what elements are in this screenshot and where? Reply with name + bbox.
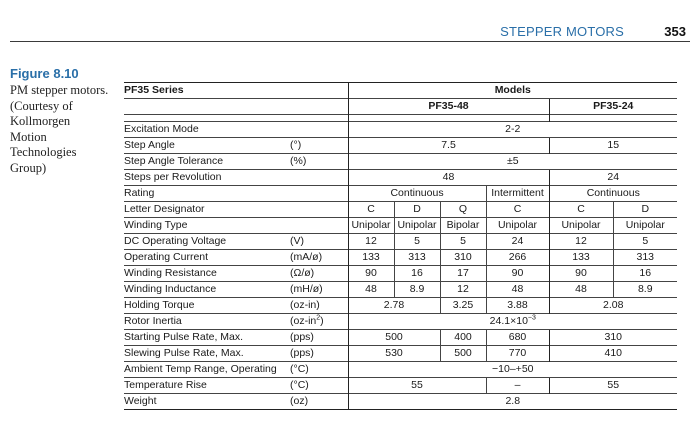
table-row <box>124 298 677 314</box>
table-cell: Bipolar <box>440 218 486 234</box>
row-label: Steps per Revolution <box>124 170 290 186</box>
row-label: DC Operating Voltage <box>124 234 290 250</box>
models-label: Models <box>348 83 677 99</box>
table-cell: Q <box>440 202 486 218</box>
row-unit: (%) <box>290 154 348 170</box>
table-head-row <box>124 83 677 99</box>
table-cell: 17 <box>440 266 486 282</box>
model-b-label: PF35-24 <box>549 99 677 115</box>
figure-label: Figure 8.10 <box>10 66 79 81</box>
table-cell: 55 <box>549 378 677 394</box>
table-row <box>124 138 677 154</box>
row-unit <box>290 122 348 138</box>
table-cell: 5 <box>613 234 677 250</box>
row-unit: (oz-in) <box>290 298 348 314</box>
row-unit: (V) <box>290 234 348 250</box>
row-unit: $(oz-in^2)$ <box>290 314 348 330</box>
row-label: Rating <box>124 186 290 202</box>
table-cell: Unipolar <box>486 218 549 234</box>
table-cell: 55 <box>348 378 486 394</box>
caption-text: PM stepper motors. (Courtesy of Kollmorgen Motion Technologies Group) <box>10 83 109 175</box>
row-label: Operating Current <box>124 250 290 266</box>
row-unit: (pps) <box>290 346 348 362</box>
table-cell: 8.9 <box>394 282 440 298</box>
table-cell: 48 <box>348 170 549 186</box>
table-cell: 770 <box>486 346 549 362</box>
row-label: Winding Inductance <box>124 282 290 298</box>
table-cell: 310 <box>440 250 486 266</box>
table-row <box>124 202 677 218</box>
table-row <box>124 330 677 346</box>
row-unit: (°) <box>290 138 348 154</box>
table-cell: 266 <box>486 250 549 266</box>
table-cell: ±5 <box>348 154 677 170</box>
table-cell: 12 <box>549 234 613 250</box>
row-label: Letter Designator <box>124 202 290 218</box>
table-cell: 12 <box>348 234 394 250</box>
row-unit: (mA/ø) <box>290 250 348 266</box>
table-row <box>124 234 677 250</box>
table-cell: 400 <box>440 330 486 346</box>
page-number: 353 <box>664 24 686 39</box>
row-unit: (pps) <box>290 330 348 346</box>
table-cell: 530 <box>348 346 440 362</box>
figure-caption <box>10 66 118 176</box>
table-cell: 16 <box>394 266 440 282</box>
table-cell: 24 <box>549 170 677 186</box>
table-cell: 15 <box>549 138 677 154</box>
table-cell: 310 <box>549 330 677 346</box>
row-label: Temperature Rise <box>124 378 290 394</box>
row-label: Winding Type <box>124 218 290 234</box>
row-unit: (Ω/ø) <box>290 266 348 282</box>
row-label: Holding Torque <box>124 298 290 314</box>
table-cell: 680 <box>486 330 549 346</box>
table-row <box>124 362 677 378</box>
row-label: Slewing Pulse Rate, Max. <box>124 346 290 362</box>
table-cell: C <box>486 202 549 218</box>
table-cell: 133 <box>348 250 394 266</box>
table-cell: – <box>486 378 549 394</box>
table-cell: 5 <box>394 234 440 250</box>
table-cell: 313 <box>613 250 677 266</box>
table-cell: 2-2 <box>348 122 677 138</box>
table-cell: 313 <box>394 250 440 266</box>
table-cell: 48 <box>348 282 394 298</box>
table-row <box>124 394 677 410</box>
table-head-row <box>124 99 677 115</box>
table-cell: 7.5 <box>348 138 549 154</box>
table-cell: 48 <box>549 282 613 298</box>
row-unit: (°C) <box>290 378 348 394</box>
row-label: Excitation Mode <box>124 122 290 138</box>
row-label: Starting Pulse Rate, Max. <box>124 330 290 346</box>
table-cell: D <box>613 202 677 218</box>
table-cell: 90 <box>486 266 549 282</box>
table-row <box>124 122 677 138</box>
spec-table <box>124 82 677 410</box>
table-cell: C <box>549 202 613 218</box>
series-label: PF35 Series <box>124 83 348 99</box>
row-unit <box>290 186 348 202</box>
table-cell: Unipolar <box>394 218 440 234</box>
table-cell: 5 <box>440 234 486 250</box>
row-label: Winding Resistance <box>124 266 290 282</box>
table-row <box>124 266 677 282</box>
page-header <box>0 0 700 42</box>
table-row <box>124 314 677 330</box>
table-cell: $24.1\times 10^{-3}$ <box>348 314 677 330</box>
row-unit <box>290 218 348 234</box>
row-unit: (oz) <box>290 394 348 410</box>
row-unit <box>290 170 348 186</box>
row-unit: (°C) <box>290 362 348 378</box>
table-cell: 8.9 <box>613 282 677 298</box>
table-cell: 133 <box>549 250 613 266</box>
table-cell: 90 <box>549 266 613 282</box>
table-cell: 2.8 <box>348 394 677 410</box>
table-row <box>124 282 677 298</box>
table-cell: 48 <box>486 282 549 298</box>
table-cell: 24 <box>486 234 549 250</box>
table-cell: Unipolar <box>348 218 394 234</box>
table-cell: 12 <box>440 282 486 298</box>
table-cell: Continuous <box>549 186 677 202</box>
table-row <box>124 218 677 234</box>
row-unit: (mH/ø) <box>290 282 348 298</box>
table-cell: 2.78 <box>348 298 440 314</box>
table-cell: C <box>348 202 394 218</box>
table-cell: D <box>394 202 440 218</box>
table-cell: 500 <box>348 330 440 346</box>
table-row <box>124 346 677 362</box>
table-cell: Intermittent <box>486 186 549 202</box>
row-unit <box>290 202 348 218</box>
table-cell: 2.08 <box>549 298 677 314</box>
table-cell: 90 <box>348 266 394 282</box>
table-cell: 3.88 <box>486 298 549 314</box>
table-row <box>124 170 677 186</box>
spacer-row <box>124 115 677 122</box>
row-label: Rotor Inertia <box>124 314 290 330</box>
table-row <box>124 250 677 266</box>
table-cell: 410 <box>549 346 677 362</box>
row-label: Step Angle Tolerance <box>124 154 290 170</box>
table-row <box>124 378 677 394</box>
table-cell: −10–+50 <box>348 362 677 378</box>
table-cell: 16 <box>613 266 677 282</box>
table-row <box>124 186 677 202</box>
model-a-label: PF35-48 <box>348 99 549 115</box>
table-row <box>124 154 677 170</box>
running-title: STEPPER MOTORS <box>500 24 624 39</box>
row-label: Step Angle <box>124 138 290 154</box>
row-label: Ambient Temp Range, Operating <box>124 362 290 378</box>
table-cell: Unipolar <box>549 218 613 234</box>
table-cell: 500 <box>440 346 486 362</box>
table-cell: Continuous <box>348 186 486 202</box>
table-cell: 3.25 <box>440 298 486 314</box>
row-label: Weight <box>124 394 290 410</box>
header-rule <box>10 41 690 42</box>
table-cell: Unipolar <box>613 218 677 234</box>
